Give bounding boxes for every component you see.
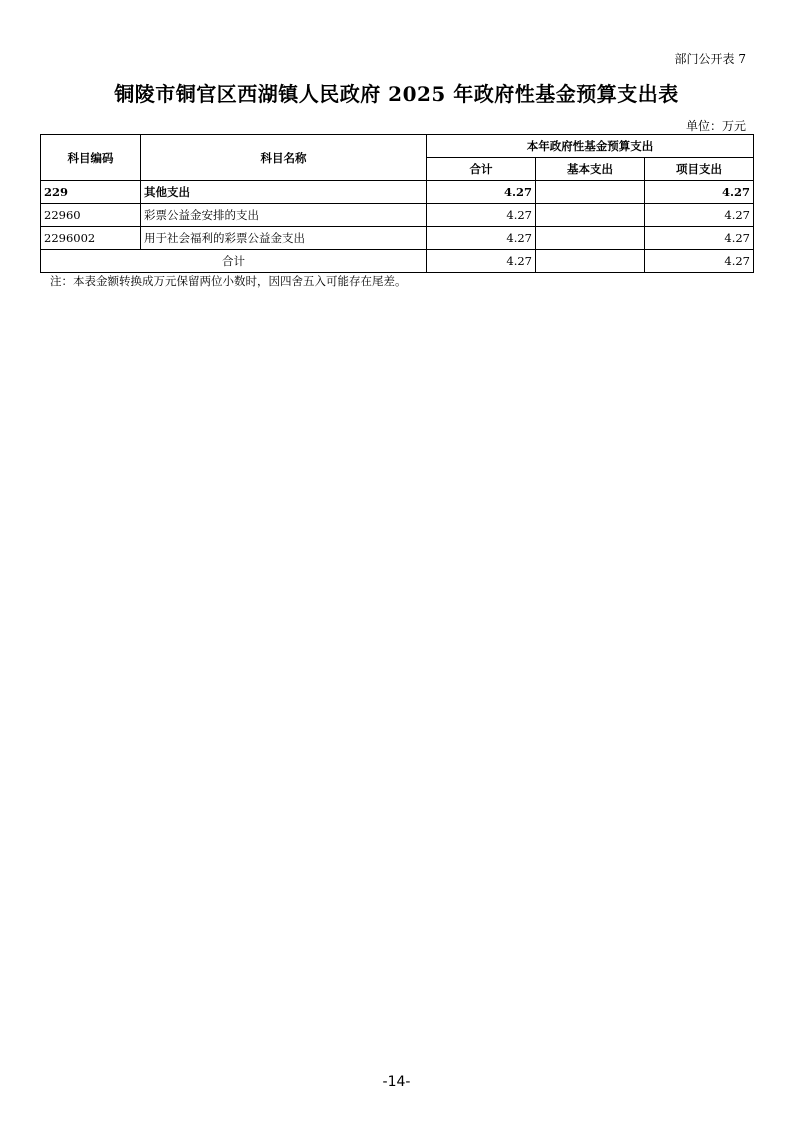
table-note: 注：本表金额转换成万元保留两位小数时，因四舍五入可能存在尾差。 (50, 274, 407, 288)
header-group: 本年政府性基金预算支出 (427, 135, 754, 158)
summary-label: 合计 (41, 250, 427, 273)
row-code: 2296002 (41, 227, 141, 250)
row-code: 22960 (41, 204, 141, 227)
row-project: 4.27 (645, 227, 754, 250)
document-label: 部门公开表 7 (674, 52, 746, 66)
row-project: 4.27 (645, 204, 754, 227)
row-name: 彩票公益金安排的支出 (141, 204, 427, 227)
header-project: 项目支出 (645, 158, 754, 181)
summary-basic (536, 250, 645, 273)
table-row (41, 204, 754, 227)
header-code: 科目编码 (41, 135, 141, 181)
row-basic (536, 227, 645, 250)
row-project: 4.27 (645, 181, 754, 204)
row-total: 4.27 (427, 204, 536, 227)
row-name: 其他支出 (141, 181, 427, 204)
summary-total: 4.27 (427, 250, 536, 273)
header-name: 科目名称 (141, 135, 427, 181)
row-total: 4.27 (427, 227, 536, 250)
table-row (41, 227, 754, 250)
page-number: -14- (382, 1074, 411, 1090)
table-row (41, 181, 754, 204)
row-total: 4.27 (427, 181, 536, 204)
row-code: 229 (41, 181, 141, 204)
row-basic (536, 204, 645, 227)
row-name: 用于社会福利的彩票公益金支出 (141, 227, 427, 250)
summary-project: 4.27 (645, 250, 754, 273)
header-basic: 基本支出 (536, 158, 645, 181)
header-total: 合计 (427, 158, 536, 181)
row-basic (536, 181, 645, 204)
page-title: 铜陵市铜官区西湖镇人民政府 2025 年政府性基金预算支出表 (114, 82, 679, 106)
table-summary-row (41, 250, 754, 273)
unit-label: 单位：万元 (685, 119, 746, 133)
budget-table (40, 134, 754, 273)
